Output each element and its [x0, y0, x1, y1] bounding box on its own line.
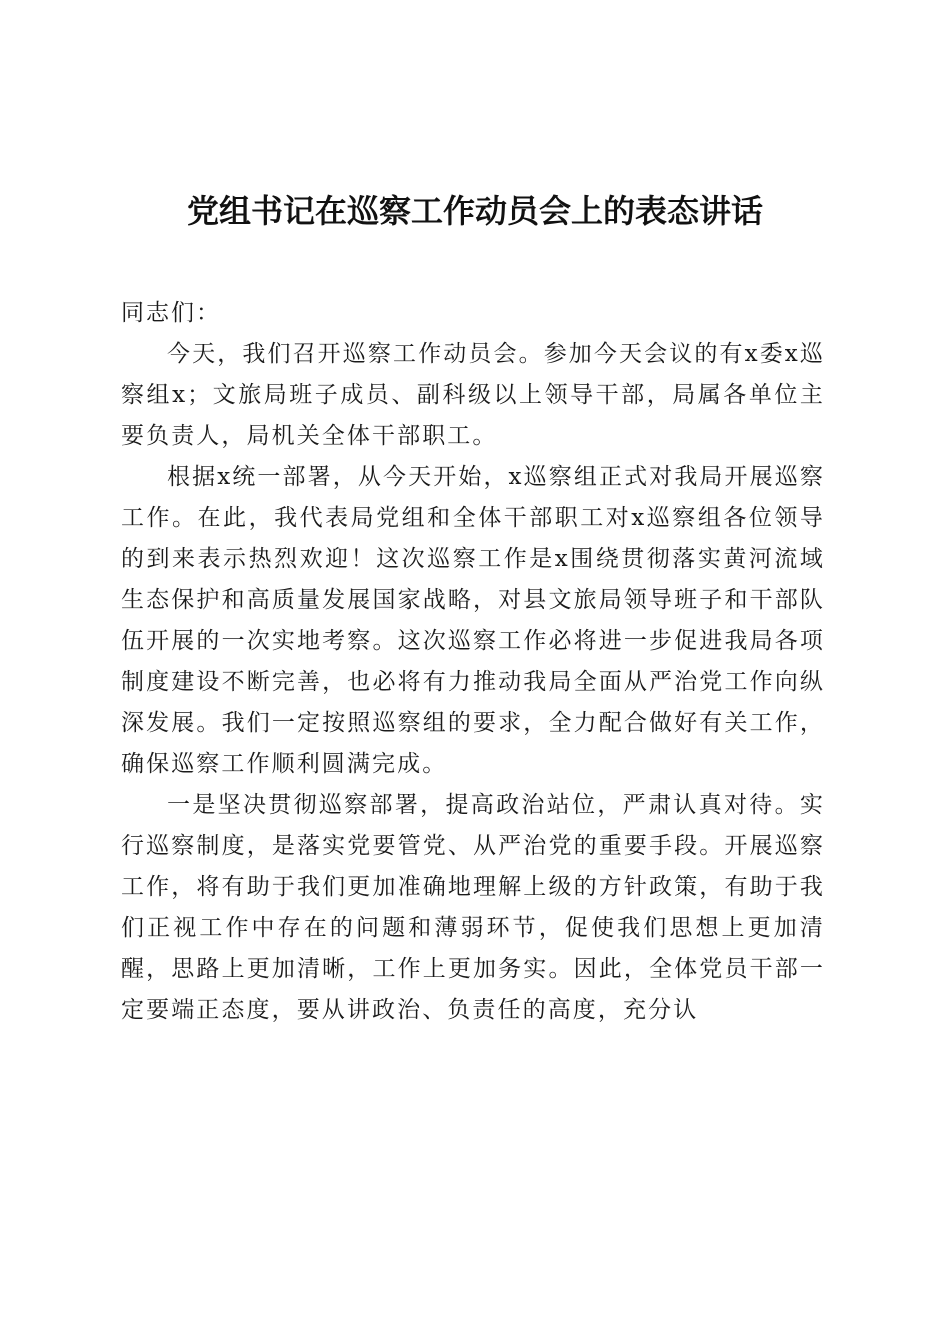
- paragraph-2: 根据x统一部署，从今天开始，x巡察组正式对我局开展巡察工作。在此，我代表局党组和全体干部职工对x巡察组各位领导的到来表示热烈欢迎！这次巡察工作是x围绕贯彻落实黄河流域生态保护和高质量发展国家战略，对县文旅局领导班子和干部队伍开展的一次实地考察。这次巡察工作必将进一步促进我局各项制度建设不断完善，也必将有力推动我局全面从严治党工作向纵深发展。我们一定按照巡察组的要求，全力配合做好有关工作，确保巡察工作顺利圆满完成。: [121, 464, 825, 777]
- paragraph-1: 今天，我们召开巡察工作动员会。参加今天会议的有x委x巡察组x；文旅局班子成员、副科级以上领导干部，局属各单位主要负责人，局机关全体干部职工。: [121, 341, 825, 449]
- greeting: 同志们：: [121, 300, 221, 326]
- document-title: 党组书记在巡察工作动员会上的表态讲话: [186, 192, 763, 230]
- paragraph-3: 一是坚决贯彻巡察部署，提高政治站位，严肃认真对待。实行巡察制度，是落实党要管党、从严治党的重要手段。开展巡察工作，将有助于我们更加准确地理解上级的方针政策，有助于我们正视工作中存在的问题和薄弱环节，促使我们思想上更加清醒，思路上更加清晰，工作上更加务实。因此，全体党员干部一定要端正态度，要从讲政治、负责任的高度，充分认: [121, 792, 825, 1023]
- document-body: [121, 293, 825, 1031]
